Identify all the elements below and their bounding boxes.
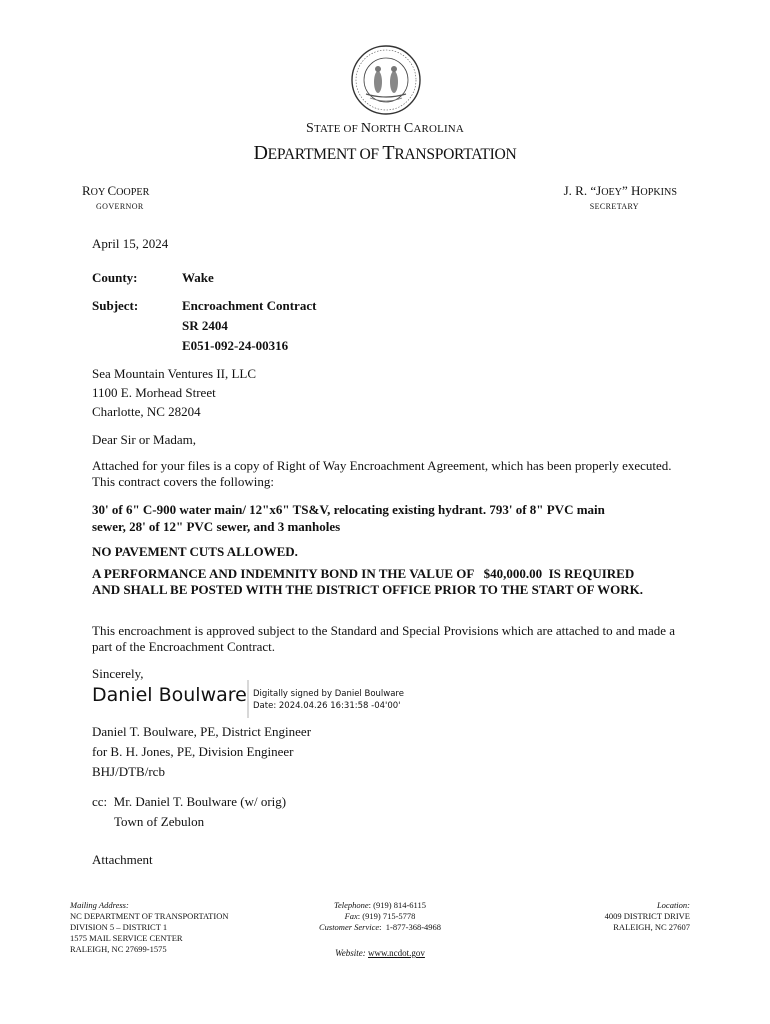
subject-label: Subject: — [92, 298, 139, 313]
fax-label: Fax — [344, 911, 358, 921]
telephone-label: Telephone — [334, 900, 369, 910]
state-s: S — [306, 121, 315, 136]
secretary-name — [564, 183, 677, 199]
footer-location — [560, 900, 690, 933]
footer-contact — [310, 900, 450, 933]
signer-line-3: BHJ/DTB/rcb — [92, 764, 165, 779]
cc-line-1: cc: Mr. Daniel T. Boulware (w/ orig) — [92, 794, 287, 809]
cc-line-2: Town of Zebulon — [114, 814, 205, 829]
bond-line-1: A PERFORMANCE AND INDEMNITY BOND IN THE VALUE OF $40,000.00 IS REQUIRED — [92, 566, 635, 581]
secretary-title: SECRETARY — [589, 202, 639, 211]
customer-service-label: Customer Service — [318, 922, 380, 932]
sec-part4: OPKINS — [640, 187, 677, 198]
gov-ooper: OOPER — [116, 187, 150, 198]
website-link[interactable]: www.ncdot.gov — [368, 948, 425, 958]
gov-r: R — [82, 183, 91, 198]
signature-divider — [247, 680, 249, 718]
address-line-3: Charlotte, NC 28204 — [92, 404, 201, 419]
fax-number: : (919) 715-5778 — [357, 911, 416, 921]
department-title — [0, 142, 770, 165]
mailing-label: Mailing Address: — [70, 900, 129, 910]
digital-signature-info — [253, 688, 404, 712]
mailing-line-1: NC DEPARTMENT OF TRANSPORTATION — [70, 911, 229, 921]
customer-service-number: : 1-877-368-4968 — [379, 922, 442, 932]
footer-mailing-address — [70, 900, 229, 955]
letter-date: April 15, 2024 — [92, 236, 169, 251]
signer-line-1: Daniel T. Boulware, PE, District Engineer — [92, 724, 312, 739]
work-description: 30' of 6" C-900 water main/ 12"x6" TS&V, relocating existing hydrant. 793' of 8" PVC main sewer, 28' of 12" PVC sewer, and 3 manholes — [92, 502, 605, 534]
telephone-number: : (919) 814-6115 — [368, 900, 426, 910]
attachment-label: Attachment — [92, 852, 153, 867]
subject-line-1: Encroachment Contract — [182, 298, 317, 313]
carolina-c: C — [403, 121, 414, 136]
transport-rest: RANSPORTATION — [394, 146, 517, 163]
transport-t: T — [382, 142, 395, 164]
north-rest: ORTH — [371, 123, 404, 135]
gov-oy: OY — [90, 187, 108, 198]
carolina-rest: AROLINA — [413, 123, 464, 135]
gov-c: C — [107, 183, 117, 198]
mailing-line-4: RALEIGH, NC 27699-1575 — [70, 944, 167, 954]
paragraph-intro: Attached for your files is a copy of Right of Way Encroachment Agreement, which has been properly executed. This contract covers the following: — [92, 458, 672, 489]
sec-part3: ” H — [622, 183, 641, 198]
mailing-line-3: 1575 MAIL SERVICE CENTER — [70, 933, 183, 943]
digital-signed-date: Date: 2024.04.26 16:31:58 -04'00' — [253, 701, 401, 711]
north-n: N — [360, 121, 372, 136]
closing: Sincerely, — [92, 666, 144, 681]
footer-website: Website: www.ncdot.gov — [335, 948, 425, 958]
location-label: Location: — [656, 900, 690, 910]
location-line-2: RALEIGH, NC 27607 — [613, 922, 690, 932]
subject-line-2: SR 2404 — [182, 318, 228, 333]
signature-name: Daniel Boulware — [92, 684, 247, 706]
county-label: County: — [92, 270, 138, 285]
address-line-2: 1100 E. Morhead Street — [92, 385, 216, 400]
salutation: Dear Sir or Madam, — [92, 432, 196, 447]
address-line-1: Sea Mountain Ventures II, LLC — [92, 366, 257, 381]
dept-rest: EPARTMENT OF — [267, 146, 383, 163]
governor-title: GOVERNOR — [96, 202, 144, 211]
county-value: Wake — [182, 270, 214, 285]
nc-state-seal-icon — [350, 44, 422, 116]
sec-part1: J. R. “J — [563, 183, 602, 198]
website-label: Website — [335, 948, 363, 958]
digital-signed-by: Digitally signed by Daniel Boulware — [253, 689, 404, 699]
subject-line-3: E051-092-24-00316 — [182, 338, 289, 353]
sec-part2: OEY — [601, 187, 622, 198]
state-rest: TATE OF — [314, 123, 361, 135]
bond-line-2: AND SHALL BE POSTED WITH THE DISTRICT OFFICE PRIOR TO THE START OF WORK. — [92, 582, 643, 597]
paragraph-provisions: This encroachment is approved subject to the Standard and Special Provisions which are attached to and made a part of the Encroachment Contract. — [92, 623, 676, 654]
no-pavement-cuts: NO PAVEMENT CUTS ALLOWED. — [92, 544, 298, 559]
mailing-line-2: DIVISION 5 – DISTRICT 1 — [70, 922, 168, 932]
dept-d: D — [253, 142, 268, 164]
signer-line-2: for B. H. Jones, PE, Division Engineer — [92, 744, 294, 759]
location-line-1: 4009 DISTRICT DRIVE — [604, 911, 690, 921]
governor-name — [82, 183, 149, 199]
state-line — [0, 121, 770, 137]
